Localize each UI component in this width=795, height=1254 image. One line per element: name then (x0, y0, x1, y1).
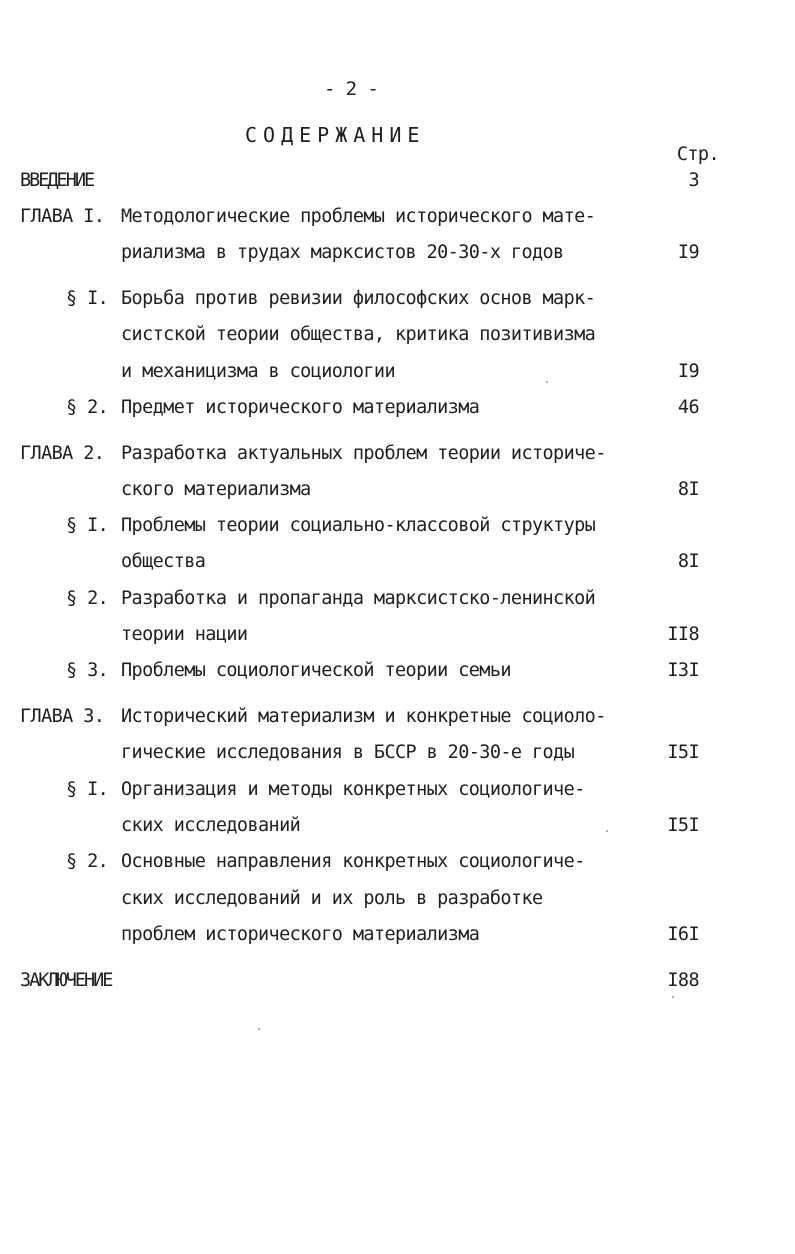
toc-section-label: § 3. (66, 660, 109, 681)
toc-entry-text-line: Методологические проблемы исторического мате- (121, 206, 596, 227)
toc-page-number: I5I (667, 742, 699, 763)
toc-entry-text-line: Разработка и пропаганда марксистско-ленинской (121, 588, 596, 609)
toc-section-label: § I. (66, 779, 109, 800)
toc-entry-text-line: гические исследования в БССР в 20-30-е годы (121, 742, 575, 763)
toc-entry-text-line: общества (121, 551, 206, 572)
scan-speck (546, 381, 548, 383)
toc-page-number: I5I (667, 815, 699, 836)
toc-entry-text-line: риализма в трудах марксистов 20-30-х годов (121, 242, 564, 263)
page-column-label: Стр. (676, 144, 719, 165)
toc-entry-text-line: систской теории общества, критика позитивизма (121, 324, 596, 345)
toc-entry-text-line: Предмет исторического материализма (121, 397, 480, 418)
toc-page-number: I88 (667, 970, 699, 991)
toc-page-number: 8I (677, 479, 699, 500)
scan-speck (606, 830, 608, 832)
toc-entry-text-line: Проблемы социологической теории семьи (121, 660, 511, 681)
toc-page-number: I6I (667, 924, 699, 945)
toc-entry-text-line: Разработка актуальных проблем теории историче- (121, 443, 606, 464)
toc-entry-text-line: Борьба против ревизии философских основ марк- (121, 288, 596, 309)
toc-page-number: I9 (677, 361, 699, 382)
toc-chapter-label: ГЛАВА 3. (20, 706, 105, 727)
toc-entry-text-line: ских исследований (121, 815, 301, 836)
toc-entry-text-line: и механицизма в социологии (121, 361, 395, 382)
toc-page-number: 3 (688, 170, 699, 191)
toc-entry-text-line: проблем исторического материализма (121, 924, 480, 945)
toc-entry-text-line: теории нации (121, 624, 248, 645)
toc-section-label: § 2. (66, 397, 109, 418)
toc-chapter-label: ГЛАВА 2. (20, 443, 105, 464)
page-number: - 2 - (324, 78, 379, 100)
toc-entry-text-line: ских исследований и их роль в разработке (121, 888, 543, 909)
toc-entry-text-line: Организация и методы конкретных социологиче- (121, 779, 585, 800)
toc-entry-text-line: Исторический материализм и конкретные социоло- (121, 706, 606, 727)
toc-page-number: 46 (677, 397, 699, 418)
toc-entry-text-line: Основные направления конкретных социологиче- (121, 851, 585, 872)
toc-section-label: § 2. (66, 851, 109, 872)
scan-speck (672, 996, 674, 998)
toc-section-label: § I. (66, 288, 109, 309)
toc-section-label: § 2. (66, 588, 109, 609)
toc-entry-label: ЗАКЛЮЧЕНИЕ (20, 970, 112, 991)
toc-page-number: II8 (667, 624, 699, 645)
toc-section-label: § I. (66, 515, 109, 536)
toc-entry-label: ВВЕДЕНИЕ (20, 170, 94, 191)
toc-entry-text-line: Проблемы теории социально-классовой структуры (121, 515, 596, 536)
toc-page-number: I3I (667, 660, 699, 681)
toc-page-number: I9 (677, 242, 699, 263)
scan-speck (258, 1028, 260, 1030)
toc-page-number: 8I (677, 551, 699, 572)
toc-entry-text-line: ского материализма (121, 479, 311, 500)
toc-chapter-label: ГЛАВА I. (20, 206, 105, 227)
page-title: СОДЕРЖАНИЕ (245, 123, 426, 147)
